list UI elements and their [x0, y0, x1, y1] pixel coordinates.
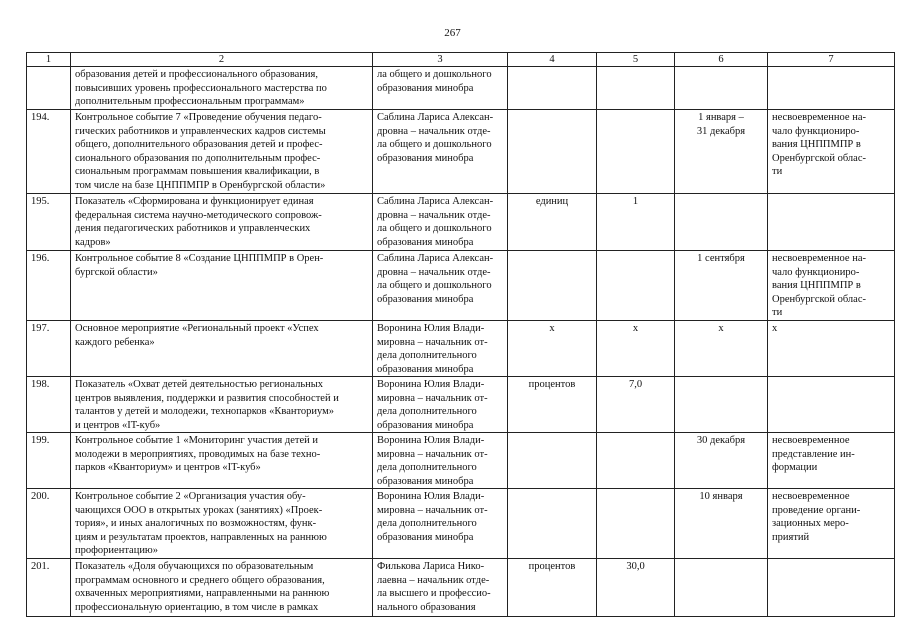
- responsible-person: Саблина Лариса Алексан- дровна – начальник отде- ла общего и дошкольного образования минобра: [373, 194, 508, 251]
- row-number: 199.: [27, 433, 71, 489]
- row-number: 194.: [27, 110, 71, 194]
- row-number: 201.: [27, 559, 71, 617]
- target-value: 7,0: [597, 377, 675, 433]
- target-value: [597, 67, 675, 110]
- event-name: Контрольное событие 2 «Организация участия обу- чающихся ООО в открытых уроках (занятиях) «Проек- тория», и иных аналогичных по возможностям, функ- циям и результатам проектов, направленных на раннюю профориентацию»: [71, 489, 373, 559]
- table-row: [27, 489, 895, 559]
- unit-of-measure: [508, 110, 597, 194]
- unit-of-measure: [508, 251, 597, 321]
- unit-of-measure: процентов: [508, 377, 597, 433]
- plan-table: [26, 52, 895, 617]
- row-number: 198.: [27, 377, 71, 433]
- table-row: [27, 321, 895, 377]
- deadline: х: [675, 321, 768, 377]
- unit-of-measure: х: [508, 321, 597, 377]
- responsible-person: Воронина Юлия Влади- мировна – начальник от- дела дополнительного образования минобра: [373, 321, 508, 377]
- deadline: 1 сентября: [675, 251, 768, 321]
- risk-description: х: [768, 321, 895, 377]
- page-number: 267: [444, 27, 461, 39]
- deadline: 30 декабря: [675, 433, 768, 489]
- unit-of-measure: процентов: [508, 559, 597, 617]
- column-number: 6: [675, 53, 768, 67]
- risk-description: несвоевременное на- чало функциониро- вания ЦНППМПР в Оренбургской облас- ти: [768, 251, 895, 321]
- table-row: [27, 377, 895, 433]
- event-name: Контрольное событие 7 «Проведение обучения педаго- гических работников и управленческих кадров системы общего, дополнительного образования детей и профес- сионального образования по дополнительным профес- сиональным программам повышения квалификации, в том числе на базе ЦНППМПР в Оренбургской области»: [71, 110, 373, 194]
- indicator-name: Показатель «Охват детей деятельностью региональных центров выявления, поддержки и развития способностей и талантов у детей и молодежи, технопарков «Кванториум» и центров «IT-куб»: [71, 377, 373, 433]
- indicator-name: Показатель «Сформирована и функционирует единая федеральная система научно-методического сопровож- дения педагогических работников и управленческих кадров»: [71, 194, 373, 251]
- responsible-person: Филькова Лариса Нико- лаевна – начальник отде- ла высшего и профессио- нального образования: [373, 559, 508, 617]
- target-value: 30,0: [597, 559, 675, 617]
- target-value: х: [597, 321, 675, 377]
- responsible-person: Воронина Юлия Влади- мировна – начальник от- дела дополнительного образования минобра: [373, 489, 508, 559]
- risk-description: несвоевременное проведение органи- зационных меро- приятий: [768, 489, 895, 559]
- target-value: 1: [597, 194, 675, 251]
- unit-of-measure: [508, 433, 597, 489]
- responsible-person: Воронина Юлия Влади- мировна – начальник от- дела дополнительного образования минобра: [373, 377, 508, 433]
- indicator-name: Показатель «Доля обучающихся по образовательным программам основного и среднего общего образования, охваченных мероприятиями, направленными на раннюю профессиональную ориентацию, в том числе в рамках: [71, 559, 373, 617]
- column-number: 3: [373, 53, 508, 67]
- risk-description: несвоевременное на- чало функциониро- вания ЦНППМПР в Оренбургской облас- ти: [768, 110, 895, 194]
- responsible-person: Воронина Юлия Влади- мировна – начальник от- дела дополнительного образования минобра: [373, 433, 508, 489]
- row-number: [27, 67, 71, 110]
- row-number: 197.: [27, 321, 71, 377]
- target-value: [597, 110, 675, 194]
- risk-description: несвоевременное представление ин- формации: [768, 433, 895, 489]
- risk-description: [768, 67, 895, 110]
- table-row: [27, 67, 895, 110]
- column-number-row: [27, 53, 895, 67]
- column-number: 4: [508, 53, 597, 67]
- table-row: [27, 559, 895, 617]
- table-row: [27, 194, 895, 251]
- table-row: [27, 251, 895, 321]
- target-value: [597, 489, 675, 559]
- column-number: 5: [597, 53, 675, 67]
- unit-of-measure: единиц: [508, 194, 597, 251]
- unit-of-measure: [508, 67, 597, 110]
- deadline: 10 января: [675, 489, 768, 559]
- row-number: 195.: [27, 194, 71, 251]
- event-name: Основное мероприятие «Региональный проект «Успех каждого ребенка»: [71, 321, 373, 377]
- risk-description: [768, 194, 895, 251]
- row-number: 200.: [27, 489, 71, 559]
- column-number: 2: [71, 53, 373, 67]
- risk-description: [768, 559, 895, 617]
- deadline: 1 января – 31 декабря: [675, 110, 768, 194]
- responsible-person: ла общего и дошкольного образования минобра: [373, 67, 508, 110]
- target-value: [597, 433, 675, 489]
- target-value: [597, 251, 675, 321]
- table-row: [27, 433, 895, 489]
- row-number: 196.: [27, 251, 71, 321]
- table-row: [27, 110, 895, 194]
- event-name: Контрольное событие 1 «Мониторинг участия детей и молодежи в мероприятиях, проводимых на базе техно- парков «Кванториум» и центров «IT-куб»: [71, 433, 373, 489]
- responsible-person: Саблина Лариса Алексан- дровна – начальник отде- ла общего и дошкольного образования минобра: [373, 251, 508, 321]
- responsible-person: Саблина Лариса Алексан- дровна – начальник отде- ла общего и дошкольного образования минобра: [373, 110, 508, 194]
- event-name: образования детей и профессионального образования, повысивших уровень профессионального мастерства по дополнительным профессиональным программам»: [71, 67, 373, 110]
- deadline: [675, 67, 768, 110]
- column-number: 1: [27, 53, 71, 67]
- column-number: 7: [768, 53, 895, 67]
- unit-of-measure: [508, 489, 597, 559]
- risk-description: [768, 377, 895, 433]
- deadline: [675, 377, 768, 433]
- deadline: [675, 559, 768, 617]
- event-name: Контрольное событие 8 «Создание ЦНППМПР в Орен- бургской области»: [71, 251, 373, 321]
- deadline: [675, 194, 768, 251]
